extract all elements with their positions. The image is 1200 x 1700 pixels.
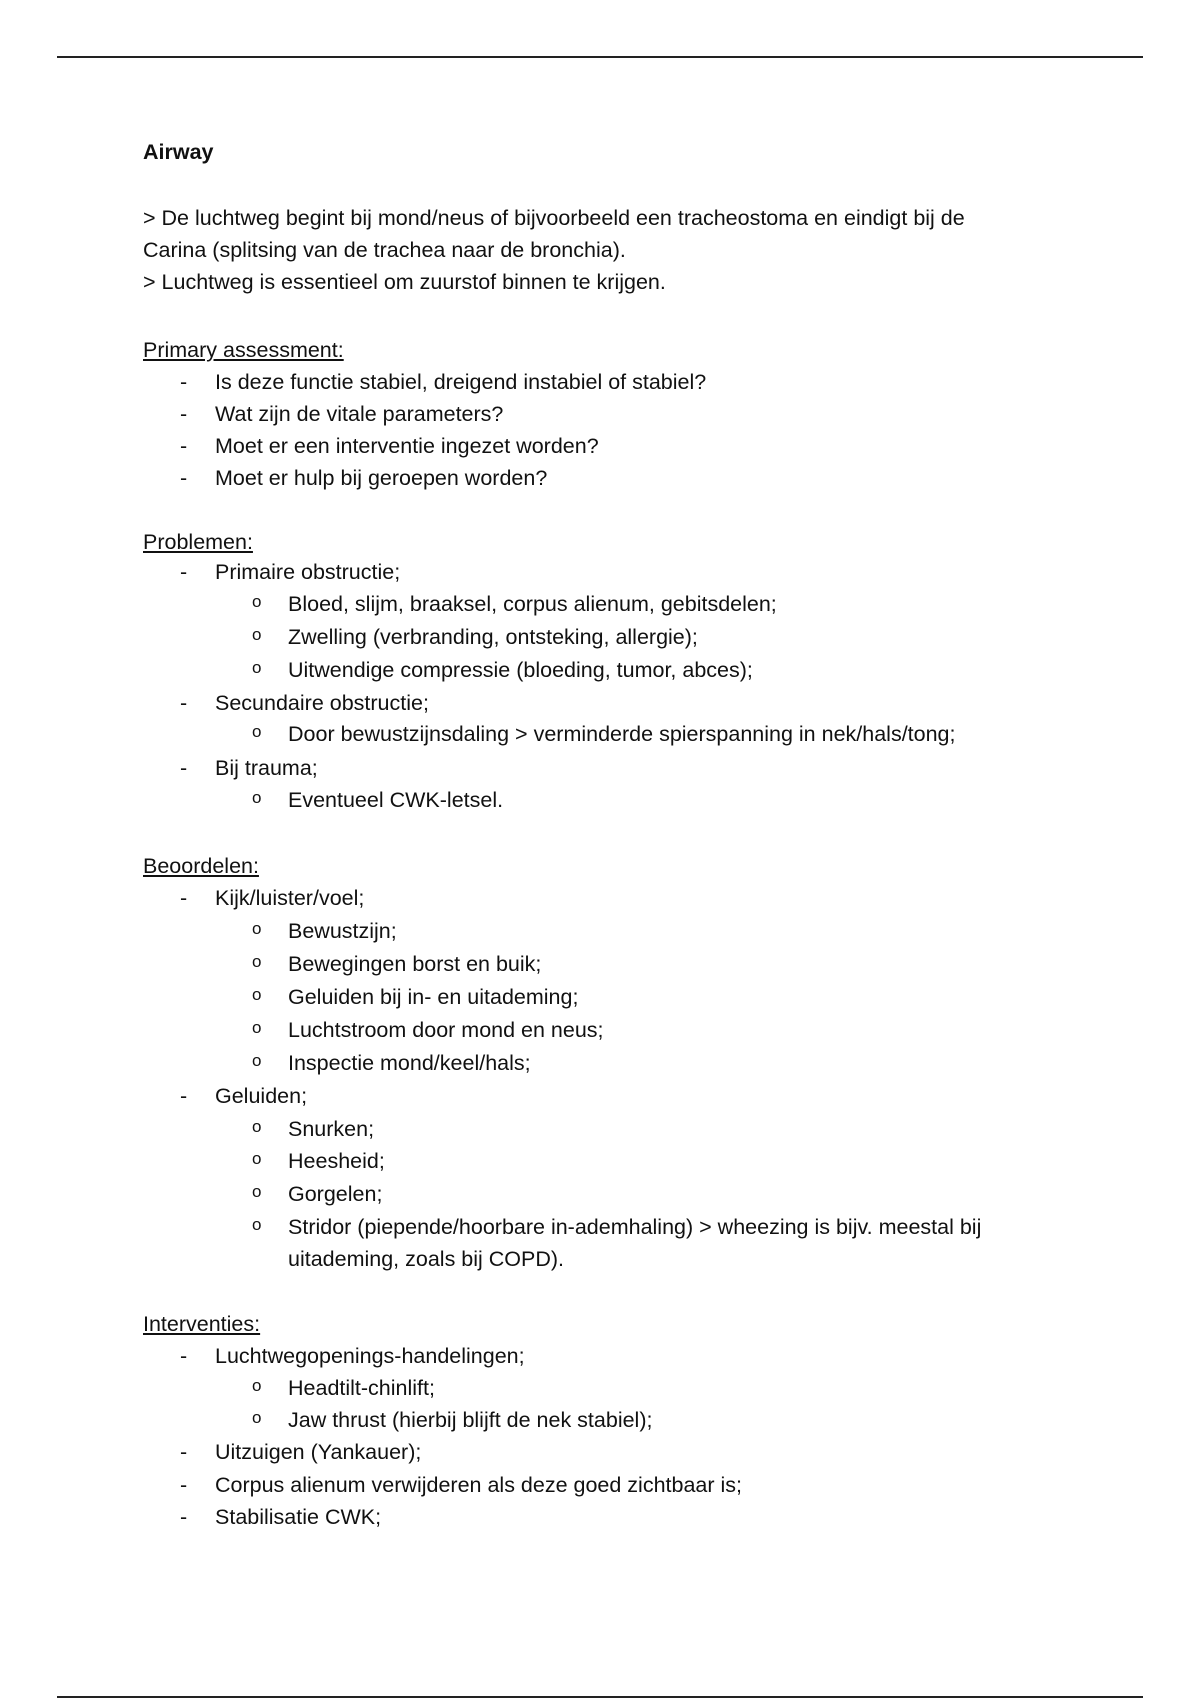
section-heading-primary-assessment: Primary assessment:: [143, 338, 344, 362]
intro-line: Carina (splitsing van de trachea naar de bronchia).: [143, 238, 626, 262]
section-heading-beoordelen: Beoordelen:: [143, 854, 259, 878]
page-title: Airway: [143, 140, 214, 164]
section-heading-problemen: Problemen:: [143, 530, 253, 554]
footer-rule: [57, 1696, 1143, 1698]
intro-line: > De luchtweg begint bij mond/neus of bijvoorbeeld een tracheostoma en eindigt bij de: [143, 206, 965, 230]
header-rule: [57, 56, 1143, 58]
section-heading-interventies: Interventies:: [143, 1312, 261, 1336]
intro-paragraph: [143, 202, 965, 298]
intro-line: > Luchtweg is essentieel om zuurstof binnen te krijgen.: [143, 270, 666, 294]
